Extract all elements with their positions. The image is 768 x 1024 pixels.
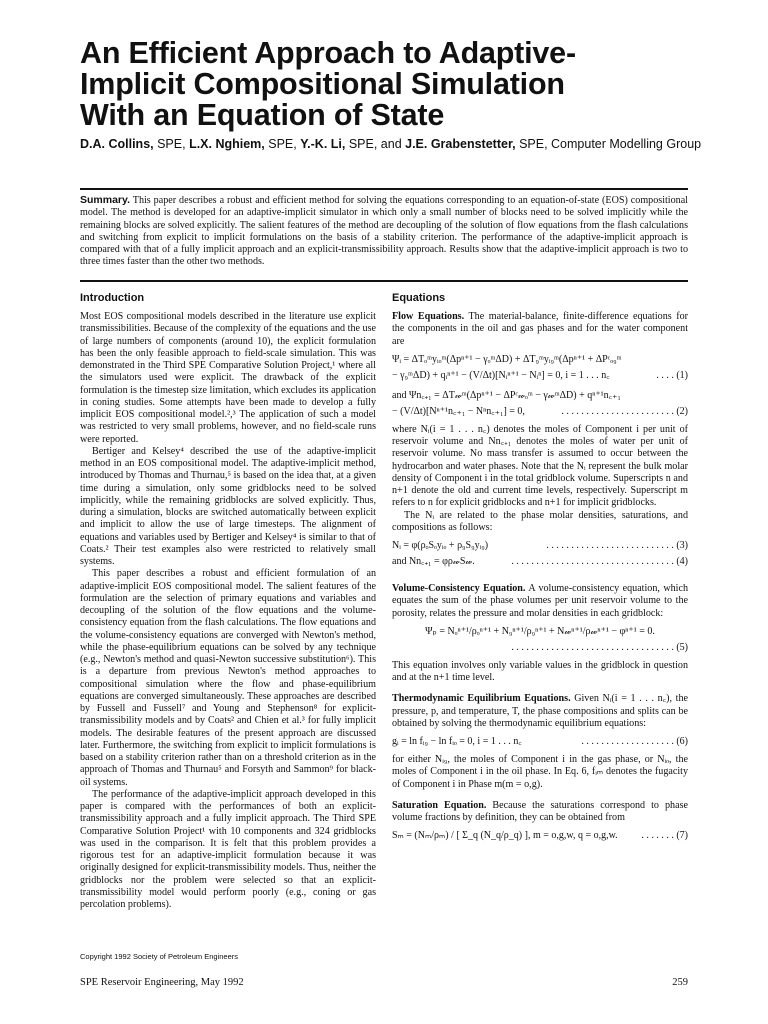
equation-4-label: . . . . . . . . . . . . . . . . . . . . . . . . . . . . . . . . . (4) <box>511 556 688 567</box>
author-1: D.A. Collins, <box>80 137 154 151</box>
equation-5-label: . . . . . . . . . . . . . . . . . . . . . . . . . . . . . . . . . (5) <box>511 641 688 653</box>
copyright-notice: Copyright 1992 Society of Petroleum Engineers <box>80 952 239 961</box>
equation-1-line-2 <box>392 368 688 384</box>
equation-7-text: Sₘ = (Nₘ/ρₘ) / [ Σ_q (N_q/ρ_q) ], m = o,g,w, q = o,g,w. <box>392 830 618 842</box>
flow-equations-paragraph <box>392 311 688 348</box>
author-4: J.E. Grabenstetter, <box>405 137 516 151</box>
author-list <box>80 136 720 152</box>
volume-consistency-text: A volume-consistency equation, which equates the sum of the phase volumes per unit reservoir volume to the porosity, relates the pressure and molar densities in each gridblock: <box>392 583 688 619</box>
equation-2-line-1 <box>392 388 688 404</box>
summary-text: This paper describes a robust and efficient method for solving the equations corresponding to an equation-of-state (EOS) compositional model. The method is developed for an adaptive-implicit simulator in which only a small number of blocks need to be solved implicitly while the remaining blocks are solved explicitly. The salient features of the method are decoupling of the solution of flow equations from the flash calculations and switching from explicit to implicit formulations on the basis of a stability criterion. The performance of the adaptive-implicit approach is compared with that of a fully implicit approach and an explicit-transmissibility approach. Results show that the adaptive-implicit approach is two to three times faster than the other two methods. <box>80 195 688 268</box>
intro-paragraph-1: Most EOS compositional models described in the literature use explicit transmissibilities. Because of the complexity of the equations and the use of large numbers of components (around 10), the explicit formulation has been the only feasible approach to field-scale simulation. This was demonstrated in the Third SPE Comparative Solution Project,¹ where all the simulators used were explicit. The drawback of the explicit formulation is the timestep size limitation, which excludes its application in coning studies. Some attempts have been made to develop a fully implicit EOS compositional model.²,³ The application of such a model was restricted to very small problems, however, and no field-scale runs were reported. <box>80 311 376 445</box>
flow-equations-text: The material-balance, finite-difference equations for the components in the oil and gas phases and for the water component are <box>392 311 688 347</box>
section-gap <box>392 684 688 693</box>
equation-6-text: gᵢ = ln fᵢ₉ − ln fᵢₒ = 0, i = 1 . . . n꜀ <box>392 736 522 747</box>
equation-3-text: Nᵢ = φ(ρₒSₒyᵢₒ + ρ₉S₉yᵢ₉) <box>392 540 489 551</box>
after-flow-paragraph: where Nᵢ(i = 1 . . . n꜀) denotes the moles of Component i per unit of reservoir volume and Nn꜀₊₁ denotes the moles of water per unit of reservoir volume. No mass transfer is assumed to occur between the hydrocarbon and water phases. Note that the Nᵢ represent the bulk molar density of Component i in the total gridblock volume. Superscripts n and n+1 denote the old and current time levels, respectively. Superscript m refers to n for explicit gridblocks and n+1 for implicit gridblocks. <box>392 423 688 509</box>
flow-equations-runin: Flow Equations. <box>392 311 465 322</box>
after-volume-consistency-paragraph: This equation involves only variable values in the gridblock in question and at the n+1 time level. <box>392 659 688 683</box>
equation-7 <box>392 828 688 844</box>
equation-6-label: . . . . . . . . . . . . . . . . . . . (6) <box>581 736 688 747</box>
summary-block <box>80 194 688 269</box>
equation-2-line-2 <box>392 404 688 420</box>
volume-consistency-paragraph <box>392 583 688 620</box>
saturation-text: Because the saturations correspond to phase volume fractions by definition, they can be obtained from <box>392 799 688 823</box>
journal-name: SPE Reservoir Engineering, May 1992 <box>80 977 244 988</box>
equation-6 <box>392 734 688 750</box>
right-column <box>392 291 688 848</box>
equation-5 <box>392 624 688 656</box>
saturation-runin: Saturation Equation. <box>392 799 487 811</box>
equation-4-text: and Nn꜀₊₁ = φρ𝓌S𝓌. <box>392 556 475 567</box>
equation-7-label: . . . . . . . (7) <box>641 830 688 842</box>
equation-1 <box>392 352 688 384</box>
saturation-paragraph <box>392 800 688 825</box>
equation-1-line-1 <box>392 352 688 368</box>
journal-footer <box>80 977 688 988</box>
title-line-1: An Efficient Approach to Adaptive- <box>80 36 576 70</box>
equations-heading: Equations <box>392 292 446 304</box>
author-4-affiliation: SPE, Computer Modelling Group <box>515 137 702 151</box>
author-3-affiliation: SPE, and <box>345 137 406 151</box>
equation-5-label-line <box>392 640 688 656</box>
equation-5-text: Ψₚ = Nₒⁿ⁺¹/ρₒⁿ⁺¹ + N₉ⁿ⁺¹/ρ₉ⁿ⁺¹ + N𝓌ⁿ⁺¹/ρ𝓌ⁿ⁺¹ − φⁿ⁺¹ = 0. <box>425 625 655 637</box>
author-2: L.X. Nghiem, <box>189 137 265 151</box>
equation-2-label: . . . . . . . . . . . . . . . . . . . . . . . (2) <box>561 405 688 417</box>
equation-2-line-2-text: − (V/Δt)[Nⁿ⁺¹n꜀₊₁ − Nⁿn꜀₊₁] = 0, <box>392 405 525 417</box>
equation-5-line <box>392 624 688 640</box>
equation-4-line <box>392 554 688 570</box>
equation-2 <box>392 388 688 420</box>
thermodynamic-text: Given Nᵢ(i = 1 . . . n꜀), the pressure, p, and temperature, T, the phase compositions and splits can be obtained by solving the thermodynamic equilibrium equations: <box>392 693 688 729</box>
intro-paragraph-2: Bertiger and Kelsey⁴ described the use of the adaptive-implicit method in an EOS compositional model. The adaptive-implicit method, introduced by Thomas and Thurnau,⁵ is based on the idea that, at a given time during a simulation, only some gridblocks need to be solved implicitly, while the remaining gridblocks are solved explicitly. Thus, during a simulation, blocks are switched automatically between explicit and implicit to allow the use of large timesteps. The alignment of equations and variables used by Bertiger and Kelsey⁴ is similar to that of Coats.² Their test examples also were restricted to relatively small systems. <box>80 445 376 567</box>
equation-3-label: . . . . . . . . . . . . . . . . . . . . . . . . . . (3) <box>546 540 688 551</box>
intro-paragraph-3: This paper describes a robust and efficient formulation of an adaptive-implicit EOS compositional model. The salient features of the formulation are the selection of primary equations and variables and decoupling of the solution of the flow equations and the volume-consistency equation from the flash calculations. The flow equations and the volume-consistency equations are converged with Newton's method, while the phase-equilibrium equations can be solved by any technique (e.g., Newton's method and quasi-Newton successive substitution⁶). This is a departure from previous Newton's method approaches to compositional simulation where the flow and phase-equilibrium equations are converged simultaneously. These approaches are described by Fussell and Fussell⁷ and Young and Stephenson⁸ for explicit-transmissibility models and by Coats² and Chien et al.³ for fully implicit models. The desirable features of the present approach are discussed later. Furthermore, the switching from explicit to implicit formulations is based on a stability criterion rather than on a threshold criterion as in the approach of Thomas and Thurnau⁵ and Forsyth and Sammon⁹ for black-oil systems. <box>80 568 376 788</box>
section-gap <box>392 574 688 583</box>
page-number: 259 <box>672 977 688 988</box>
summary-bottom-rule <box>80 280 688 282</box>
left-column <box>80 291 376 911</box>
equation-7-line <box>392 828 688 844</box>
introduction-heading: Introduction <box>80 292 145 304</box>
title-line-3: With an Equation of State <box>80 98 445 132</box>
equation-1-line-1-text: Ψᵢ = ΔTₒᵐyᵢₒᵐ(Δpⁿ⁺¹ − γₒᵐΔD) + ΔT₉ᵐyᵢ₉ᵐ(Δpⁿ⁺¹ + ΔPᶜₒ₉ᵐ <box>392 353 622 365</box>
summary-top-rule <box>80 188 688 190</box>
title-line-2: Implicit Compositional Simulation <box>80 67 565 101</box>
equation-1-line-2-text: − γ₉ᵐΔD) + qᵢⁿ⁺¹ − (V/Δt)[Nᵢⁿ⁺¹ − Nᵢⁿ] = 0, i = 1 . . . n꜀ <box>392 369 610 381</box>
after-thermodynamic-paragraph: for either Nᵢ₉, the moles of Component i in the gas phase, or Nᵢₒ, the moles of Component i in the oil phase. In Eq. 6, fᵢₘ denotes the fugacity of Component i in Phase m(m = o,g). <box>392 754 688 790</box>
equation-6-line <box>392 734 688 750</box>
volume-consistency-runin: Volume-Consistency Equation. <box>392 583 526 594</box>
thermodynamic-paragraph <box>392 693 688 730</box>
paper-title <box>80 38 720 131</box>
thermodynamic-runin: Thermodynamic Equilibrium Equations. <box>392 693 571 705</box>
ni-relation-paragraph: The Nᵢ are related to the phase molar densities, saturations, and compositions as follows: <box>392 509 688 533</box>
author-3: Y.-K. Li, <box>300 137 346 151</box>
intro-paragraph-4: The performance of the adaptive-implicit approach developed in this paper is compared with the performances of both an explicit-transmissibility approach and a fully implicit approach. The Third SPE Comparative Solution Project¹ with 10 components and 324 gridblocks was used in the comparison. It is felt that this problem provides a rigorous test for an adaptive-implicit formulation because it was originally designed for explicit-transmissibility models. Thus, neither the gridblocks nor the problem were selected so that an explicit-transmissibility model would perform poorly (e.g., coning or gas percolation problems). <box>80 788 376 910</box>
equation-3 <box>392 538 688 570</box>
author-2-affiliation: SPE, <box>264 137 301 151</box>
equation-1-label: . . . . (1) <box>656 369 688 381</box>
equation-3-line <box>392 538 688 554</box>
author-1-affiliation: SPE, <box>153 137 190 151</box>
summary-lead: Summary. <box>80 194 130 206</box>
section-gap <box>392 791 688 800</box>
equation-2-line-1-text: and Ψn꜀₊₁ = ΔT𝓌ᵐ(Δpⁿ⁺¹ − ΔPᶜ𝓌ₒᵐ − γ𝓌ᵐΔD) + qⁿ⁺¹n꜀₊₁ <box>392 389 621 401</box>
